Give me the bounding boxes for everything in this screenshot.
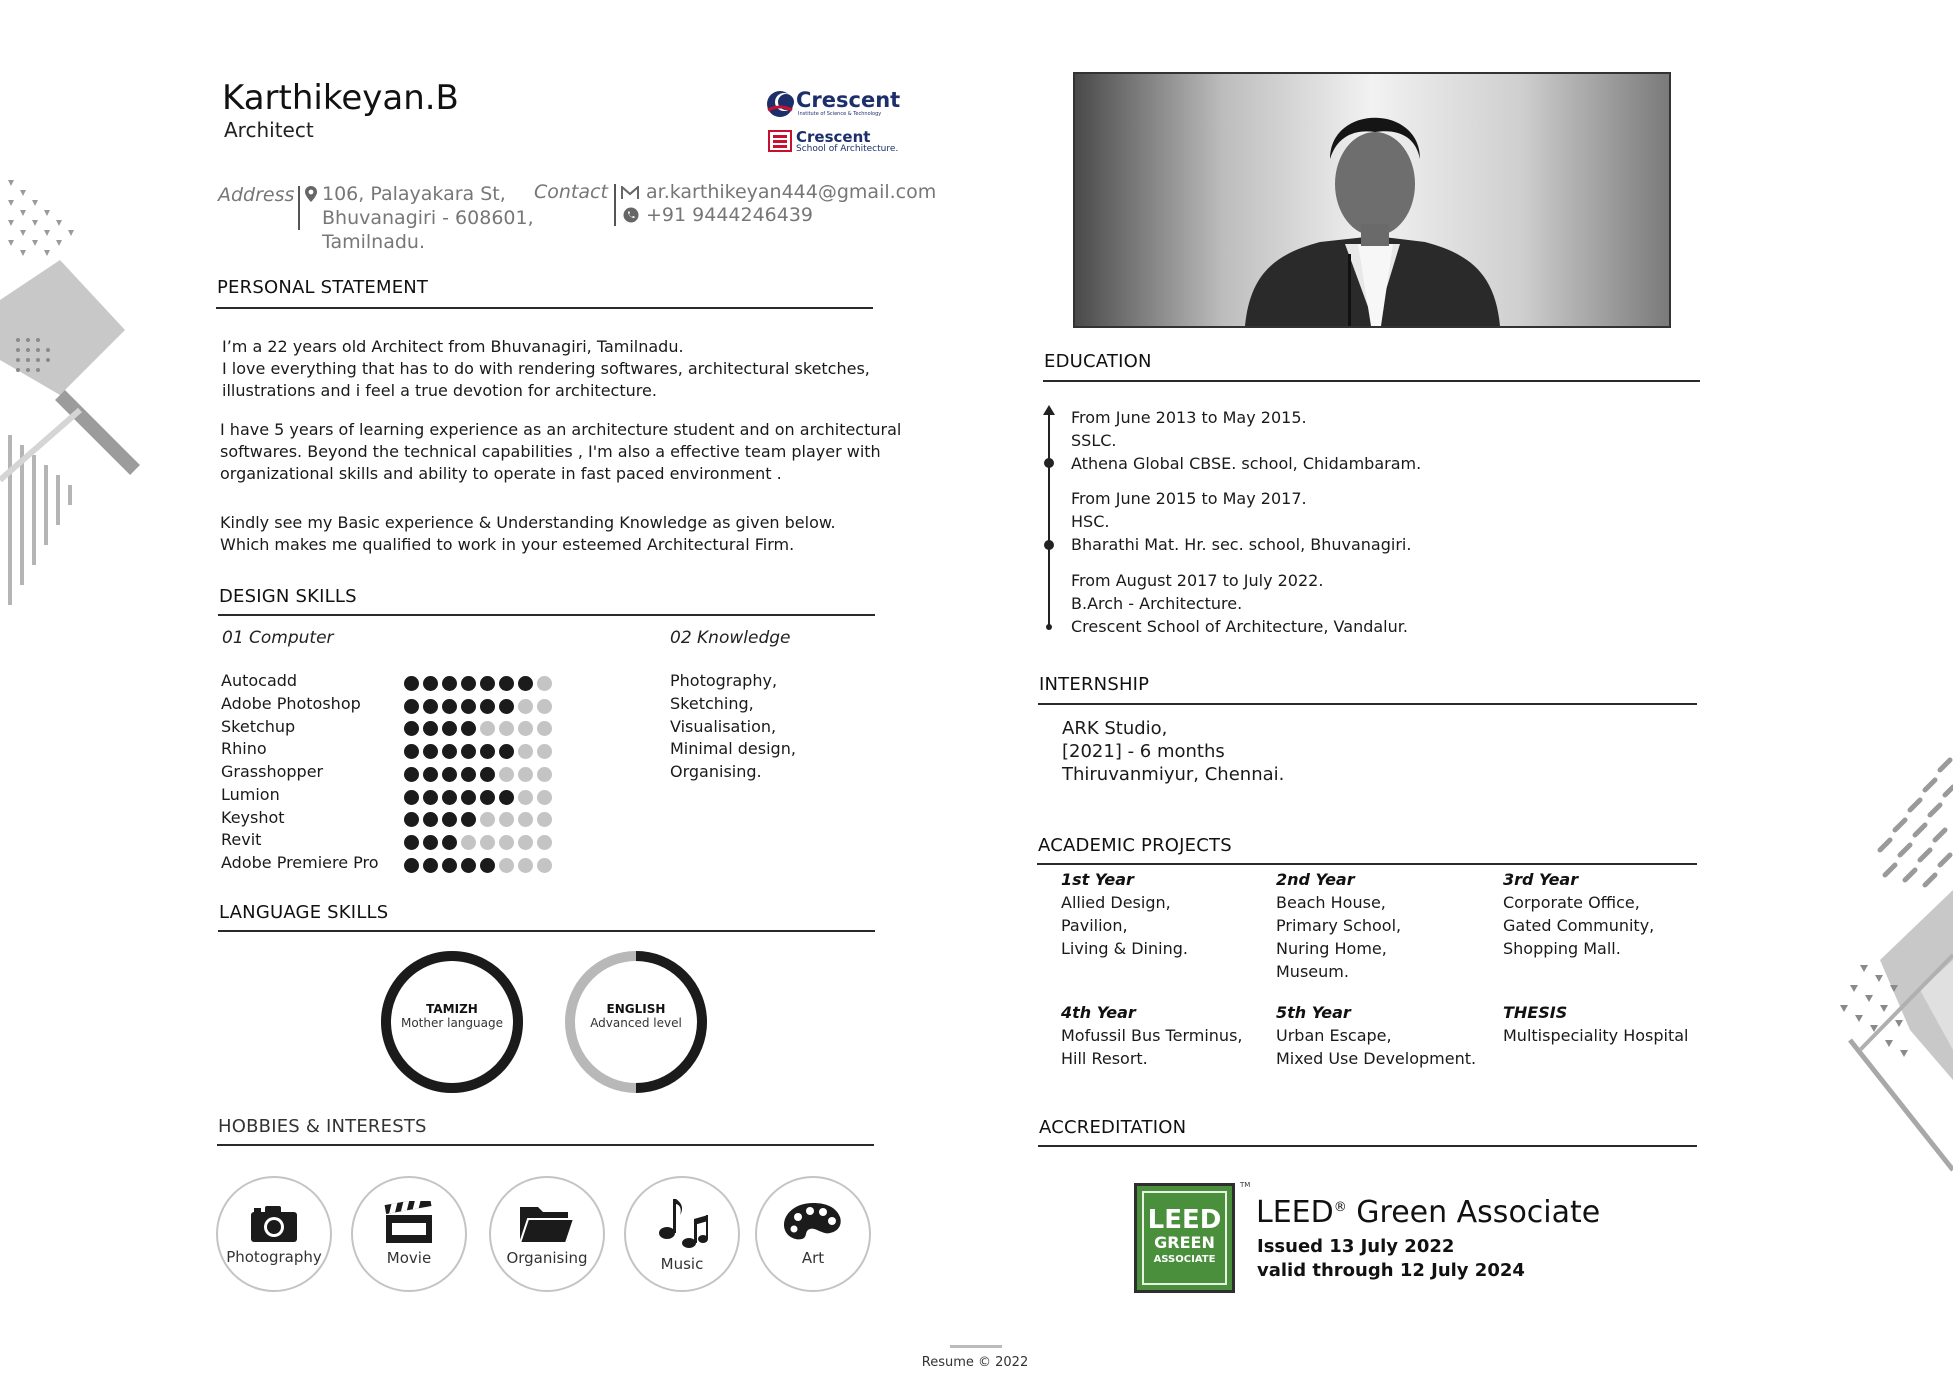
skill-dot-filled: [423, 790, 438, 805]
skill-dot-empty: [537, 699, 552, 714]
project-year-1: [1061, 868, 1188, 960]
language-skills-heading: LANGUAGE SKILLS: [219, 902, 389, 923]
knowledge-item: Visualisation,: [670, 716, 777, 736]
music-notes-icon: [656, 1195, 708, 1251]
skill-name: Adobe Photoshop: [221, 693, 361, 713]
skill-dot-filled: [499, 790, 514, 805]
accreditation-rule: [1038, 1145, 1697, 1147]
skill-name: Keyshot: [221, 807, 285, 827]
project-year-label: 5th Year: [1276, 1003, 1351, 1022]
education-entry-3: [1071, 569, 1408, 638]
internship-rule: [1038, 703, 1697, 705]
profile-photo: [1073, 72, 1671, 328]
project-year-label: 2nd Year: [1276, 870, 1355, 889]
skill-dot-empty: [499, 812, 514, 827]
skill-dot-filled: [442, 790, 457, 805]
skill-dot-filled: [404, 744, 419, 759]
computer-skills-label: 01 Computer: [222, 628, 334, 648]
skill-dot-filled: [461, 676, 476, 691]
skill-dot-empty: [480, 835, 495, 850]
skill-dot-empty: [480, 812, 495, 827]
portrait-figure: [1075, 74, 1669, 326]
skill-rating-row: [404, 831, 552, 854]
crescent-school-logo: [768, 128, 908, 156]
skill-rating-row: [404, 854, 552, 877]
academic-projects-rule: [1037, 863, 1697, 865]
right-decoration: [1800, 750, 1953, 1210]
skill-dot-filled: [404, 812, 419, 827]
skill-dot-filled: [442, 676, 457, 691]
hobby-label: Movie: [386, 1249, 432, 1267]
skill-dot-empty: [518, 835, 533, 850]
skill-rating-row: [404, 672, 552, 695]
crescent-school-subtitle: School of Architecture.: [796, 144, 899, 154]
hobbies-rule: [217, 1144, 874, 1146]
project-item: Gated Community,: [1503, 916, 1655, 935]
skill-dot-filled: [480, 699, 495, 714]
skill-rating-row: [404, 695, 552, 718]
project-item: Hill Resort.: [1061, 1049, 1148, 1068]
location-pin-icon: [305, 186, 317, 202]
education-school: Crescent School of Architecture, Vandalur.: [1071, 617, 1408, 636]
skill-dot-empty: [537, 744, 552, 759]
folder-icon: [518, 1201, 576, 1245]
hobbies-heading: HOBBIES & INTERESTS: [218, 1116, 427, 1137]
leed-badge-line-2: GREEN: [1154, 1233, 1215, 1252]
skill-dot-filled: [423, 699, 438, 714]
skill-dot-empty: [537, 790, 552, 805]
mail-icon: [621, 186, 639, 200]
education-heading: EDUCATION: [1044, 351, 1152, 372]
skill-dot-filled: [442, 721, 457, 736]
skill-dot-filled: [423, 721, 438, 736]
skill-dot-empty: [537, 858, 552, 873]
skill-name: Lumion: [221, 784, 280, 804]
language-tamizh-text: [379, 1002, 525, 1030]
skill-dot-filled: [461, 812, 476, 827]
statement-paragraph-2: [220, 419, 901, 485]
education-school: Bharathi Mat. Hr. sec. school, Bhuvanagiri.: [1071, 535, 1412, 554]
skill-dot-empty: [499, 858, 514, 873]
hobby-label: Photography: [226, 1248, 322, 1266]
skill-dot-empty: [537, 835, 552, 850]
skill-dot-filled: [442, 699, 457, 714]
skill-name: Sketchup: [221, 716, 296, 736]
skill-dot-empty: [518, 699, 533, 714]
education-period: From June 2015 to May 2017.: [1071, 489, 1307, 508]
education-period: From June 2013 to May 2015.: [1071, 408, 1307, 427]
skill-dot-filled: [518, 676, 533, 691]
statement-line: I love everything that has to do with rendering softwares, architectural sketches,: [222, 359, 870, 378]
education-degree: HSC.: [1071, 512, 1110, 531]
address-lines: [322, 182, 534, 254]
project-year-label: 4th Year: [1061, 1003, 1136, 1022]
skill-dot-filled: [423, 767, 438, 782]
internship-heading: INTERNSHIP: [1039, 674, 1150, 695]
knowledge-item: Minimal design,: [670, 739, 796, 759]
skill-dot-filled: [461, 721, 476, 736]
project-item: Mixed Use Development.: [1276, 1049, 1477, 1068]
skill-dot-empty: [537, 812, 552, 827]
skill-dot-empty: [518, 767, 533, 782]
skill-dot-filled: [499, 699, 514, 714]
skill-dot-filled: [480, 767, 495, 782]
internship-details: [1062, 717, 1284, 786]
design-skills-rule: [218, 614, 875, 616]
project-item: Corporate Office,: [1503, 893, 1640, 912]
hobby-art: [755, 1176, 871, 1292]
skill-dot-empty: [461, 835, 476, 850]
skill-dot-filled: [499, 676, 514, 691]
internship-line: ARK Studio,: [1062, 718, 1168, 739]
language-name: ENGLISH: [606, 1002, 666, 1016]
skill-dot-filled: [480, 676, 495, 691]
computer-skill-list: [221, 670, 379, 875]
candidate-name: Karthikeyan.B: [222, 78, 459, 118]
knowledge-item: Photography,: [670, 671, 778, 690]
address-line-3: Tamilnadu.: [322, 231, 425, 253]
left-decoration: [0, 150, 150, 620]
leed-trademark: TM: [1240, 1181, 1251, 1189]
crescent-school-title: Crescent: [796, 128, 871, 146]
skill-dot-filled: [442, 858, 457, 873]
skill-dot-filled: [461, 699, 476, 714]
candidate-role: Architect: [224, 118, 314, 142]
skill-dot-filled: [404, 721, 419, 736]
knowledge-list: [670, 670, 796, 784]
skill-name: Rhino: [221, 739, 267, 759]
language-skills-rule: [218, 930, 875, 932]
project-item: Mofussil Bus Terminus,: [1061, 1026, 1243, 1045]
project-year-label: 3rd Year: [1503, 870, 1579, 889]
skill-level-ratings: [404, 672, 552, 877]
skill-dot-filled: [404, 858, 419, 873]
crescent-institute-subtitle: Institute of Science & Technology: [798, 111, 882, 117]
knowledge-item: Sketching,: [670, 693, 754, 713]
skill-dot-empty: [518, 744, 533, 759]
footer-divider: [950, 1345, 1002, 1348]
skill-dot-empty: [499, 767, 514, 782]
project-item: Shopping Mall.: [1503, 939, 1621, 958]
skill-name: Autocadd: [221, 671, 298, 690]
academic-projects-heading: ACADEMIC PROJECTS: [1038, 835, 1232, 856]
design-skills-heading: DESIGN SKILLS: [219, 586, 357, 607]
footer-text: Resume © 2022: [921, 1355, 1029, 1370]
crescent-institute-logo: [766, 88, 906, 122]
skill-dot-filled: [499, 744, 514, 759]
hobby-movie: [351, 1176, 467, 1292]
education-degree: B.Arch - Architecture.: [1071, 594, 1243, 613]
skill-dot-empty: [480, 721, 495, 736]
skill-rating-row: [404, 786, 552, 809]
education-timeline: [1041, 405, 1057, 635]
skill-dot-empty: [537, 721, 552, 736]
knowledge-skills-label: 02 Knowledge: [670, 628, 791, 648]
skill-dot-empty: [499, 835, 514, 850]
skill-dot-filled: [461, 858, 476, 873]
project-item: Pavilion,: [1061, 916, 1128, 935]
education-entry-1: [1071, 406, 1421, 475]
statement-paragraph-3: [220, 512, 836, 556]
skill-name: Adobe Premiere Pro: [221, 853, 379, 872]
project-year-2: [1276, 868, 1401, 983]
personal-statement-rule: [216, 307, 873, 309]
skill-name: Grasshopper: [221, 762, 324, 781]
skill-dot-filled: [480, 790, 495, 805]
camera-icon: [249, 1202, 299, 1244]
personal-statement-heading: PERSONAL STATEMENT: [217, 277, 429, 298]
project-item: Allied Design,: [1061, 893, 1171, 912]
contact-email[interactable]: ar.karthikeyan444@gmail.com: [646, 181, 937, 203]
project-item: Museum.: [1276, 962, 1349, 981]
skill-dot-filled: [423, 744, 438, 759]
project-item: Urban Escape,: [1276, 1026, 1392, 1045]
skill-rating-row: [404, 718, 552, 741]
statement-line: Which makes me qualified to work in your esteemed Architectural Firm.: [220, 535, 795, 554]
skill-dot-filled: [442, 835, 457, 850]
leed-badge-line-1: LEED: [1147, 1205, 1222, 1235]
knowledge-item: Organising.: [670, 762, 762, 781]
project-thesis: [1503, 1001, 1689, 1047]
statement-paragraph-1: [222, 336, 870, 402]
skill-dot-filled: [480, 858, 495, 873]
crescent-emblem-icon: [766, 90, 794, 118]
education-school: Athena Global CBSE. school, Chidambaram.: [1071, 454, 1422, 473]
language-name: TAMIZH: [426, 1002, 478, 1016]
contact-divider: [614, 184, 616, 226]
hobby-label: Music: [660, 1255, 704, 1273]
skill-dot-filled: [404, 835, 419, 850]
statement-line: illustrations and i feel a true devotion for architecture.: [222, 381, 657, 400]
accreditation-heading: ACCREDITATION: [1039, 1117, 1187, 1138]
skill-dot-filled: [423, 858, 438, 873]
education-period: From August 2017 to July 2022.: [1071, 571, 1324, 590]
internship-line: Thiruvanmiyur, Chennai.: [1062, 764, 1285, 785]
whatsapp-icon: [623, 207, 639, 223]
skill-rating-row: [404, 740, 552, 763]
hobby-label: Organising: [506, 1249, 588, 1267]
project-year-3: [1503, 868, 1654, 960]
skill-dot-filled: [442, 812, 457, 827]
skill-dot-empty: [518, 790, 533, 805]
project-item: Nuring Home,: [1276, 939, 1387, 958]
skill-dot-filled: [461, 790, 476, 805]
skill-dot-filled: [480, 744, 495, 759]
skill-dot-empty: [537, 676, 552, 691]
palette-icon: [782, 1201, 844, 1245]
skill-dot-filled: [442, 744, 457, 759]
hobby-organising: [489, 1176, 605, 1292]
skill-dot-filled: [404, 790, 419, 805]
skill-dot-empty: [499, 721, 514, 736]
language-english-text: [563, 1002, 709, 1030]
leed-registered-mark: ®: [1333, 1200, 1347, 1215]
leed-badge-line-3: ASSOCIATE: [1153, 1254, 1216, 1265]
hobby-label: Art: [801, 1249, 825, 1267]
language-level: Advanced level: [590, 1016, 682, 1030]
statement-line: Kindly see my Basic experience & Understanding Knowledge as given below.: [220, 513, 836, 532]
skill-dot-filled: [404, 767, 419, 782]
language-level: Mother language: [400, 1016, 503, 1030]
skill-dot-filled: [404, 676, 419, 691]
clapperboard-icon: [384, 1201, 434, 1245]
skill-dot-filled: [442, 767, 457, 782]
contact-label: Contact: [534, 181, 608, 203]
project-item: Primary School,: [1276, 916, 1402, 935]
skill-dot-filled: [404, 699, 419, 714]
skill-dot-empty: [518, 721, 533, 736]
skill-dot-filled: [423, 676, 438, 691]
skill-dot-filled: [423, 835, 438, 850]
leed-title: [1256, 1195, 1600, 1230]
education-rule: [1043, 380, 1700, 382]
crescent-institute-title: Crescent: [796, 88, 901, 112]
project-year-label: 1st Year: [1061, 870, 1134, 889]
crescent-school-emblem-icon: [768, 130, 792, 152]
hobby-photography: [216, 1176, 332, 1292]
leed-title-rest: Green Associate: [1346, 1195, 1601, 1230]
statement-line: I’m a 22 years old Architect from Bhuvanagiri, Tamilnadu.: [222, 337, 684, 356]
hobby-music: [624, 1176, 740, 1292]
address-line-2: Bhuvanagiri - 608601,: [322, 207, 534, 229]
statement-line: organizational skills and ability to operate in fast paced environment .: [220, 464, 782, 483]
skill-rating-row: [404, 809, 552, 832]
skill-dot-filled: [423, 812, 438, 827]
statement-line: I have 5 years of learning experience as an architecture student and on architectural: [220, 420, 902, 439]
skill-dot-empty: [518, 812, 533, 827]
skill-dot-filled: [461, 744, 476, 759]
contact-phone[interactable]: +91 9444246439: [646, 204, 814, 226]
education-entry-2: [1071, 487, 1411, 556]
address-label: Address: [218, 184, 295, 206]
leed-issued-date: Issued 13 July 2022: [1257, 1236, 1455, 1257]
internship-line: [2021] - 6 months: [1062, 741, 1225, 762]
leed-badge: [1134, 1183, 1235, 1293]
project-item: Beach House,: [1276, 893, 1386, 912]
address-divider: [298, 186, 300, 230]
leed-title-name: LEED: [1256, 1195, 1334, 1230]
project-year-label: THESIS: [1503, 1003, 1568, 1022]
skill-dot-empty: [537, 767, 552, 782]
education-degree: SSLC.: [1071, 431, 1117, 450]
skill-dot-empty: [518, 858, 533, 873]
address-line-1: 106, Palayakara St,: [322, 183, 506, 205]
project-item: Multispeciality Hospital: [1503, 1026, 1689, 1045]
leed-valid-date: valid through 12 July 2024: [1257, 1260, 1525, 1281]
project-year-4: [1061, 1001, 1242, 1070]
statement-line: softwares. Beyond the technical capabilities , I'm also a effective team player with: [220, 442, 881, 461]
skill-dot-filled: [461, 767, 476, 782]
project-item: Living & Dining.: [1061, 939, 1188, 958]
project-year-5: [1276, 1001, 1476, 1070]
skill-name: Revit: [221, 830, 262, 850]
skill-rating-row: [404, 763, 552, 786]
